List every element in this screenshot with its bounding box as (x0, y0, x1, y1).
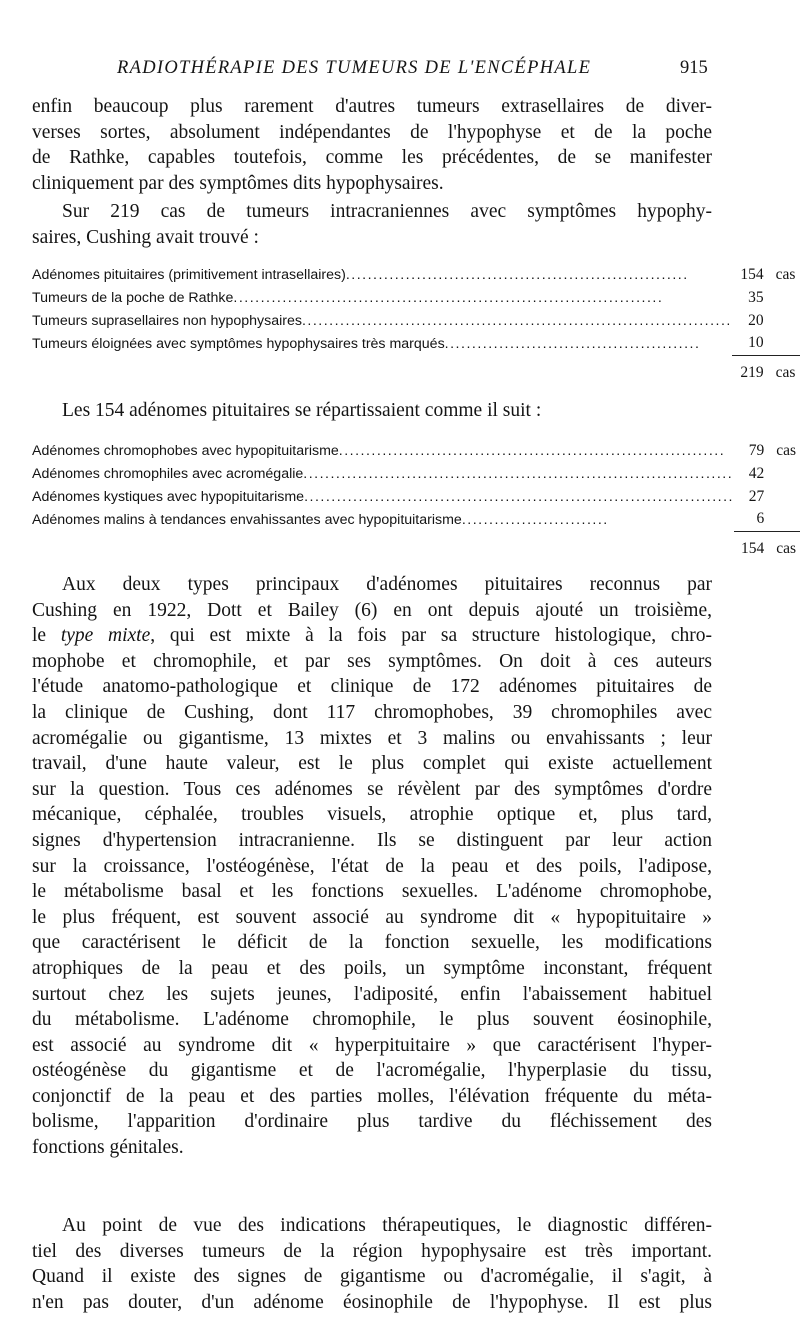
paragraph-4 (32, 1213, 712, 1315)
italic-term: type mixte (60, 625, 151, 647)
row-value: 35 (748, 289, 764, 307)
tumour-count-table (32, 264, 800, 384)
table-row (32, 287, 800, 310)
row-label: Adénomes chromophiles avec acromégalie (32, 466, 304, 483)
text-fragment: , qui est mixte à la fois par sa structure histologique, chro- (150, 625, 712, 647)
text-line: enfin beaucoup plus rarement d'autres tumeurs extrasellaires de diver- (32, 96, 712, 117)
row-unit (764, 287, 800, 310)
text-line: du métabolisme. L'adénome chromophile, le plus souvent éosinophile, (32, 1009, 712, 1031)
total-unit: cas (764, 355, 800, 384)
text-line: Au point de vue des indications thérapeutiques, le diagnostic différen- (62, 1215, 712, 1236)
text-line: est associé au syndrome dit « hyperpituitaire » que caractérisent l'hyper- (32, 1034, 712, 1056)
table-row (32, 309, 800, 332)
row-label: Adénomes malins à tendances envahissantes avec hypopituitarisme (32, 511, 462, 528)
text-line: Quand il existe des signes de gigantisme ou d'acromégalie, il s'agit, à (32, 1266, 712, 1288)
total-value: 219 (732, 355, 764, 384)
row-unit (764, 309, 800, 332)
leader-dots: ........................... (461, 511, 609, 528)
running-title: RADIOTHÉRAPIE DES TUMEURS DE L'ENCÉPHALE (117, 58, 592, 78)
row-value: 10 (748, 334, 764, 352)
row-label: Tumeurs éloignées avec symptômes hypophysaires très marqués (32, 335, 445, 352)
text-line: n'en pas douter, d'un adénome éosinophile de l'hypophyse. Il est plus (32, 1291, 712, 1313)
text-line: tiel des diverses tumeurs de la région hypophysaire est très important. (32, 1240, 712, 1262)
text-line: mophobe et chromophile, et par ses symptômes. On doit à ces auteurs (32, 650, 712, 672)
text-line: Cushing en 1922, Dott et Bailey (6) en ont depuis ajouté un troisième, (32, 599, 712, 621)
leader-dots: ............................................... (444, 335, 701, 352)
leader-dots: ............................................................................... (303, 466, 734, 483)
row-unit (764, 508, 800, 531)
row-unit: cas (775, 266, 796, 284)
text-line: le métabolisme basal et les fonctions sexuelles. L'adénome chromophobe, (32, 881, 712, 903)
row-label: Tumeurs de la poche de Rathke (32, 290, 234, 307)
leader-dots: ............................................................................... (233, 290, 664, 307)
text-line: surtout chez les sujets jeunes, l'adiposité, enfin l'abaissement habituel (32, 983, 712, 1005)
row-value: 6 (756, 510, 765, 528)
adenoma-count-table (32, 440, 800, 560)
table-row (32, 508, 800, 531)
table-total-row (32, 355, 800, 384)
row-value: 20 (748, 311, 764, 329)
total-unit: cas (764, 531, 800, 560)
row-unit: cas (776, 442, 797, 460)
table-row (32, 332, 800, 355)
text-line: Sur 219 cas de tumeurs intracraniennes avec symptômes hypophy- (62, 201, 712, 222)
text-line: fonctions génitales. (32, 1137, 184, 1159)
text-line: que caractérisent le déficit de la fonction sexuelle, les modifications (32, 932, 712, 954)
leader-dots: ............................................................... (345, 267, 689, 284)
text-line: le plus fréquent, est souvent associé au syndrome dit « hypopituitaire » (32, 906, 712, 928)
text-line: l'étude anatomo-pathologique et clinique de 172 adénomes pituitaires de (32, 676, 712, 698)
leader-dots: ....................................................................... (338, 443, 726, 460)
text-line: conjonctif de la peau et des parties molles, l'élévation fréquente du méta- (32, 1085, 712, 1107)
text-line: cliniquement par des symptômes dits hypophysaires. (32, 172, 444, 194)
row-unit (764, 485, 800, 508)
text-line: mécanique, céphalée, troubles visuels, atrophie optique et, plus tard, (32, 804, 712, 826)
row-value: 27 (748, 487, 765, 505)
leader-dots: ............................................................................... (301, 312, 732, 329)
row-value: 154 (740, 266, 764, 284)
row-label: Tumeurs suprasellaires non hypophysaires (32, 312, 302, 329)
paragraph-3 (32, 572, 712, 1161)
paragraph-1 (32, 94, 712, 196)
text-line: atrophiques de la peau et des poils, un symptôme inconstant, fréquent (32, 957, 712, 979)
text-line: signes d'hypertension intracranienne. Ils se distinguent par leur action (32, 829, 712, 851)
paragraph-2 (32, 199, 712, 250)
running-header (0, 58, 800, 88)
adenoma-intro: Les 154 adénomes pituitaires se répartissaient comme il suit : (62, 400, 542, 421)
text-line: ostéogénèse du gigantisme et de l'acromégalie, l'hyperplasie du tissu, (32, 1060, 712, 1082)
total-value: 154 (734, 531, 764, 560)
table-row (32, 440, 800, 463)
text-fragment: le (32, 625, 61, 647)
text-line: Aux deux types principaux d'adénomes pituitaires reconnus par (62, 574, 712, 595)
row-unit (764, 463, 800, 486)
text-line: de Rathke, capables toutefois, comme les précédentes, de se manifester (32, 147, 712, 169)
row-value: 42 (748, 465, 765, 483)
text-line: travail, d'une haute valeur, est le plus complet qui existe actuellement (32, 753, 712, 775)
leader-dots: ............................................................................... (304, 488, 734, 505)
text-line (32, 623, 712, 649)
text-line: saires, Cushing avait trouvé : (32, 226, 259, 248)
row-label: Adénomes chromophobes avec hypopituitarisme (32, 443, 339, 460)
row-value: 79 (748, 442, 765, 460)
row-label: Adénomes kystiques avec hypopituitarisme (32, 488, 305, 505)
text-line: sur la croissance, l'ostéogénèse, l'état de la peau et des poils, l'adipose, (32, 855, 712, 877)
text-line: acromégalie ou gigantisme, 13 mixtes et 3 malins ou envahissants ; leur (32, 727, 712, 749)
table-row (32, 463, 800, 486)
page-number: 915 (680, 58, 708, 78)
table-total-row (32, 531, 800, 560)
text-line: bolisme, l'apparition d'ordinaire plus tardive du fléchissement des (32, 1111, 712, 1133)
text-line: verses sortes, absolument indépendantes de l'hypophyse et de la poche (32, 121, 712, 143)
row-unit (764, 332, 800, 355)
row-label: Adénomes pituitaires (primitivement intrasellaires) (32, 267, 346, 284)
table-row (32, 264, 800, 287)
table-row (32, 485, 800, 508)
text-line: la clinique de Cushing, dont 117 chromophobes, 39 chromophiles avec (32, 701, 712, 723)
text-line: sur la question. Tous ces adénomes se révèlent par des symptômes d'ordre (32, 778, 712, 800)
